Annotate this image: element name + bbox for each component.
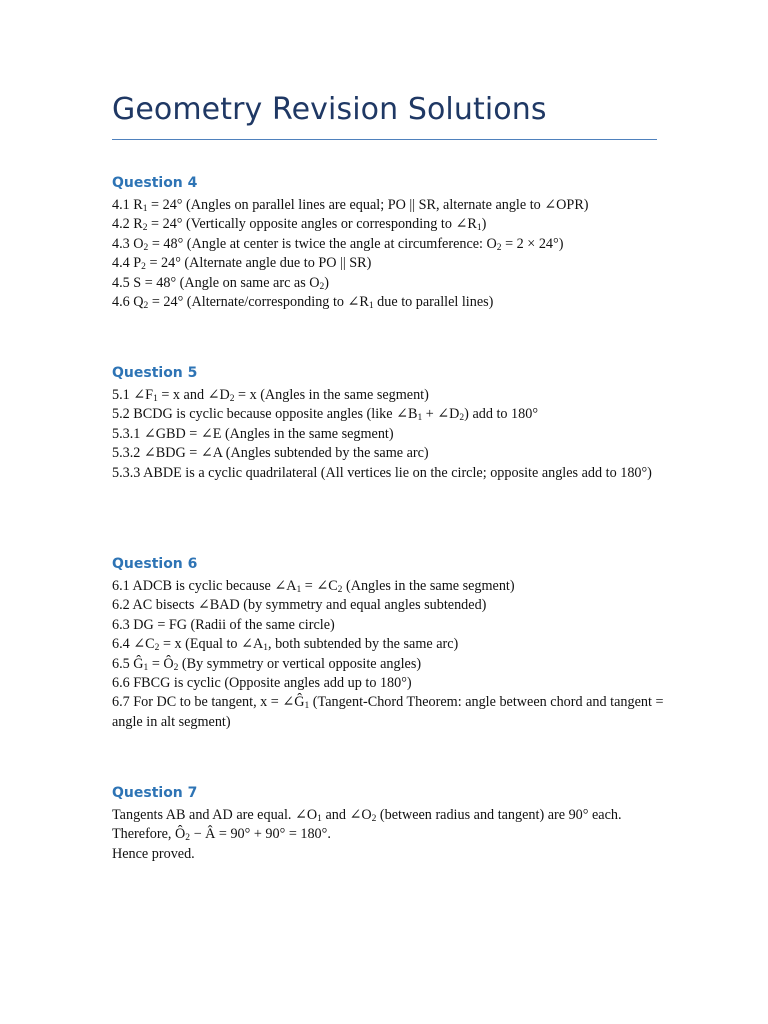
answer-line: Hence proved. <box>112 845 195 862</box>
section-heading: Question 5 <box>112 365 198 381</box>
answer-line: 6.4 $\angle C_2 = x$ (Equal to $\angle A_1$, both subtended by the same arc) <box>112 636 459 654</box>
section-question-6 <box>112 555 672 732</box>
answer-line: 4.2 $R_2 = 24^\circ$ (Vertically opposite angles or corresponding to $\angle R_1$) <box>112 216 487 234</box>
answer-line: 5.3.3 ABDE is a cyclic quadrilateral (All vertices lie on the circle; opposite angles add to 180°) <box>112 464 652 481</box>
answer-line: Tangents AB and AD are equal. $\angle O_1$ and $\angle O_2$ (between radius and tangent) are 90° each. <box>112 807 622 824</box>
section-question-7 <box>112 784 672 864</box>
answer-line: 4.3 $O_2 = 48^\circ$ (Angle at center is twice the angle at circumference: $O_2 = 2 \times 24^\circ$) <box>112 235 564 253</box>
section-body <box>112 806 672 864</box>
answer-line: 4.5 S = 48° (Angle on same arc as $O_2$) <box>112 274 330 292</box>
answer-line: 6.5 $Ĝ_1$ = $Ô_2$ (By symmetry or vertical opposite angles) <box>112 655 422 673</box>
answer-line: 6.1 ADCB is cyclic because $\angle A_1$ = $\angle C_2$ (Angles in the same segment) <box>112 578 515 595</box>
answer-line: 4.1 $R_1 = 24^\circ$ (Angles on parallel lines are equal; PO || SR, alternate angle to ∠OPR) <box>112 197 589 214</box>
section-body <box>112 386 672 483</box>
section-question-5 <box>112 364 672 483</box>
answer-line: 5.2 BCDG is cyclic because opposite angles (like $\angle B_1$ + $\angle D_2$) add to 180° <box>112 406 539 424</box>
section-heading: Question 6 <box>112 556 198 572</box>
section-body <box>112 196 672 312</box>
page-title: Geometry Revision Solutions <box>112 92 547 127</box>
answer-line: 4.6 $Q_2 = 24^\circ$ (Alternate/corresponding to $\angle R_1$ due to parallel lines) <box>112 294 494 312</box>
answer-line: 5.1 $\angle F_1 = x$ and $\angle D_2 = x$ (Angles in the same segment) <box>112 387 429 404</box>
answer-line: 6.2 AC bisects ∠BAD (by symmetry and equal angles subtended) <box>112 597 487 614</box>
answer-line: 6.7 For DC to be tangent, $x = \angle Ĝ_1$ (Tangent-Chord Theorem: angle between chord and tangent = angle in alt segment) <box>112 694 664 730</box>
section-heading: Question 7 <box>112 785 198 801</box>
section-question-4 <box>112 174 672 312</box>
answer-line: Therefore, $Ô_2$ − Â = 90° + 90° = 180°. <box>112 826 331 844</box>
answer-line: 6.6 FBCG is cyclic (Opposite angles add up to 180°) <box>112 675 412 692</box>
answer-line: 5.3.2 ∠BDG = ∠A (Angles subtended by the same arc) <box>112 445 429 462</box>
answer-line: 4.4 $P_2 = 24^\circ$ (Alternate angle due to PO || SR) <box>112 255 372 273</box>
answer-line: 6.3 DG = FG (Radii of the same circle) <box>112 616 335 633</box>
section-heading: Question 4 <box>112 175 198 191</box>
section-body <box>112 577 672 732</box>
answer-line: 5.3.1 ∠GBD = ∠E (Angles in the same segment) <box>112 425 394 442</box>
title-underline <box>112 139 657 140</box>
